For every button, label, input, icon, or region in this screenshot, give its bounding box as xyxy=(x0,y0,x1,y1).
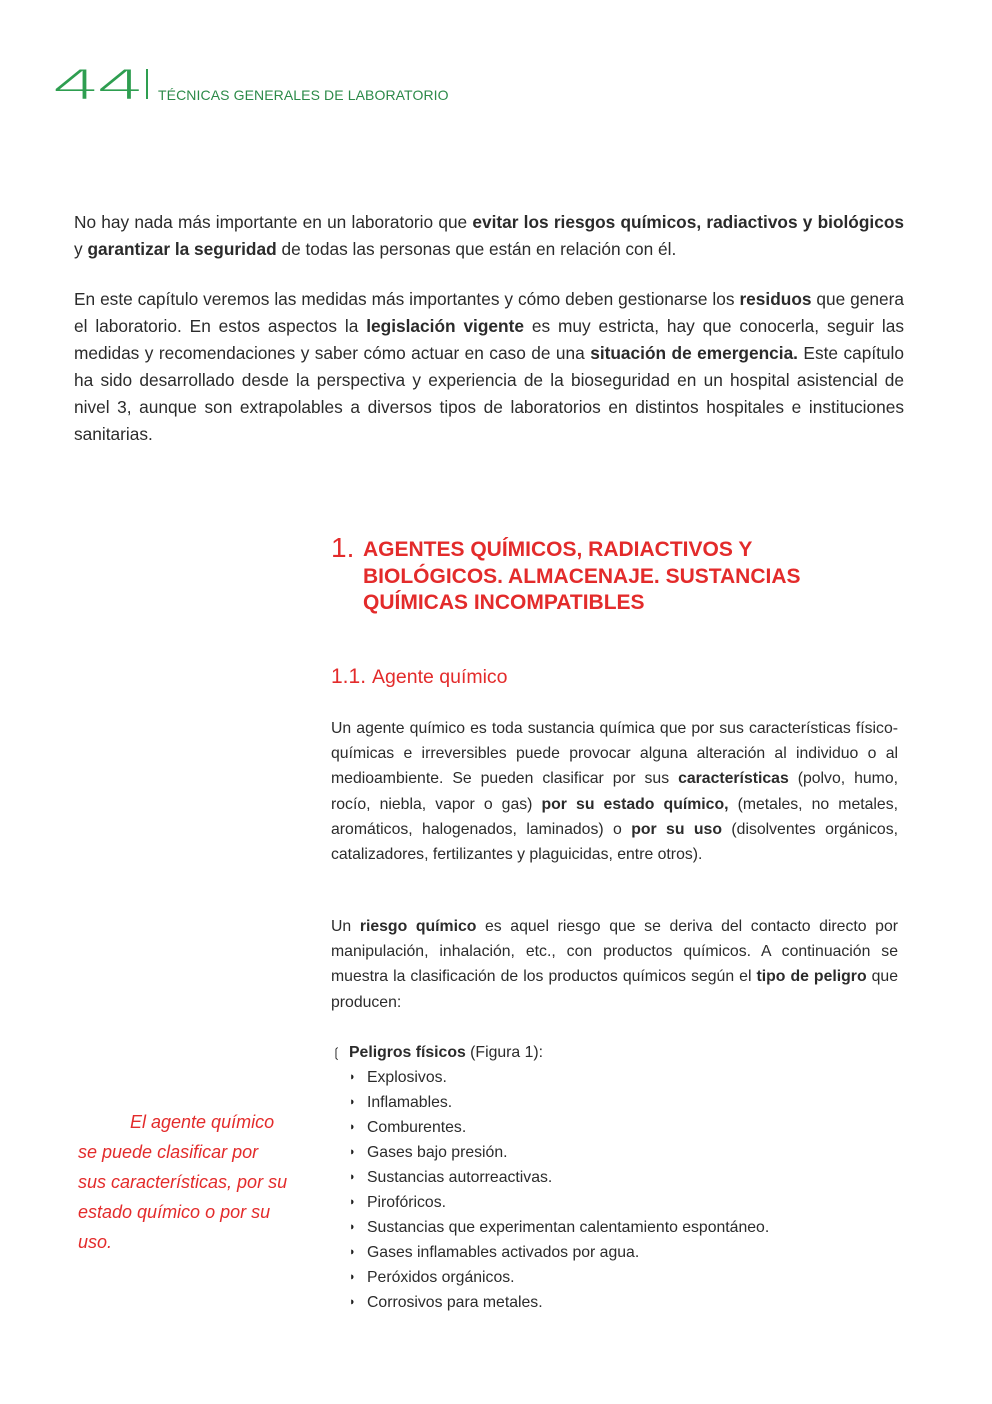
bullet-icon: ◗ xyxy=(349,1171,356,1183)
bold-run: por su uso xyxy=(631,820,722,838)
subsection-number: 1.1. xyxy=(331,665,367,688)
bullet-icon: ◗ xyxy=(349,1096,356,1108)
list-item-text: Gases inflamables activados por agua. xyxy=(367,1244,640,1261)
bold-run: por su estado químico, xyxy=(541,795,729,813)
text-run: Este capítulo ha sido desarrollado desde la perspectiva y experiencia de la bioseguridad en un hospital asistencial de nivel 3, aunque son extrapolables a diversos tipos de laboratorios en distintos hospitales e instituciones sanitarias. xyxy=(74,343,904,444)
intro-paragraph-2 xyxy=(74,286,904,448)
bullet-icon: ◗ xyxy=(349,1071,356,1083)
list-item-text: Explosivos. xyxy=(367,1069,447,1086)
bullet-icon: ◗ xyxy=(349,1246,356,1258)
list-item xyxy=(331,1240,911,1265)
intro-paragraph-1 xyxy=(74,209,904,263)
section-number: 1. xyxy=(331,532,355,563)
text-run: Un agente químico es toda sustancia química que por sus características físico-químicas e irreversibles puede provocar alguna alteración al individuo o al medioambiente. Se pueden clasificar por sus xyxy=(331,720,898,788)
bold-run: garantizar la seguridad xyxy=(87,239,277,259)
bold-run: tipo de peligro xyxy=(756,968,867,986)
bullet-icon: ◗ xyxy=(349,1121,356,1133)
list-item-text: Sustancias autorreactivas. xyxy=(367,1169,553,1186)
list-item-text: Peróxidos orgánicos. xyxy=(367,1269,515,1286)
text-run: de todas las personas que están en relación con él. xyxy=(276,239,677,259)
bold-run: Peligros físicos xyxy=(349,1044,466,1061)
list-item-main xyxy=(331,1040,911,1065)
bold-run: características xyxy=(678,770,789,788)
bold-run: residuos xyxy=(739,289,812,309)
list-item xyxy=(331,1215,911,1240)
physical-hazards-list xyxy=(331,1040,911,1315)
margin-note: El agente químico se puede clasificar por sus características, por su estado químico o por su uso. xyxy=(78,1112,288,1252)
text-run: (Figura 1): xyxy=(465,1044,544,1061)
text-run: (metales, no metales, aromáticos, halogenados, laminados) o xyxy=(331,795,898,838)
list-item xyxy=(331,1265,911,1290)
bold-run: riesgo químico xyxy=(359,918,477,935)
bold-run: legislación vigente xyxy=(366,316,524,336)
subsection-heading-1-1 xyxy=(331,665,508,689)
body-paragraph-1 xyxy=(331,716,898,867)
list-item-main-text xyxy=(349,1040,543,1065)
text-run: es muy estricta, hay que conocerla, seguir las medidas y recomendaciones y saber cómo actuar en caso de una xyxy=(74,316,904,363)
text-run: No hay nada más importante en un laboratorio que xyxy=(74,212,473,232)
body-paragraph-2 xyxy=(331,914,898,1015)
bullet-icon: ◗ xyxy=(349,1296,356,1308)
list-item xyxy=(331,1165,911,1190)
text-run: que genera el laboratorio. En estos aspectos la xyxy=(74,289,904,336)
text-run: que producen: xyxy=(331,968,898,1011)
bold-run: situación de emergencia. xyxy=(590,343,798,363)
list-item-text: Pirofóricos. xyxy=(367,1194,447,1211)
list-item-text: Inflamables. xyxy=(367,1094,453,1111)
text-run: (polvo, humo, rocío, niebla, vapor o gas) xyxy=(331,770,898,813)
sub-list xyxy=(331,1065,911,1315)
list-item-text: Sustancias que experimentan calentamiento espontáneo. xyxy=(367,1219,770,1236)
list-item xyxy=(331,1190,911,1215)
list-item xyxy=(331,1115,911,1140)
list-item xyxy=(331,1090,911,1115)
bullet-icon: ◗ xyxy=(349,1271,356,1283)
list-item xyxy=(331,1065,911,1090)
header-divider xyxy=(146,69,148,99)
subsection-title: Agente químico xyxy=(372,666,508,688)
running-header-title: TÉCNICAS GENERALES DE LABORATORIO xyxy=(158,87,449,103)
bullet-icon: ❲ xyxy=(331,1045,342,1060)
list-item xyxy=(331,1290,911,1315)
text-run: y xyxy=(74,239,88,259)
bullet-icon: ◗ xyxy=(349,1221,356,1233)
list-item-text: Comburentes. xyxy=(367,1119,467,1136)
list-item-text: Gases bajo presión. xyxy=(367,1144,508,1161)
list-item-text: Corrosivos para metales. xyxy=(367,1294,543,1311)
section-title: AGENTES QUÍMICOS, RADIACTIVOS Y BIOLÓGICOS. ALMACENAJE. SUSTANCIAS QUÍMICAS INCOMPATIBLES xyxy=(363,538,801,614)
text-run: Un xyxy=(331,918,360,935)
bullet-icon: ◗ xyxy=(349,1146,356,1158)
text-run: es aquel riesgo que se deriva del contacto directo por manipulación, inhalación, etc., con productos químicos. A continuación se muestra la clasificación de los productos químicos según el xyxy=(331,918,898,986)
page-number: 44 xyxy=(52,63,142,109)
bold-run: evitar los riesgos químicos, radiactivos y biológicos xyxy=(472,212,904,232)
bullet-icon: ◗ xyxy=(349,1196,356,1208)
list-item xyxy=(331,1140,911,1165)
text-run: (disolventes orgánicos, catalizadores, fertilizantes y plaguicidas, entre otros). xyxy=(331,820,898,864)
text-run: En este capítulo veremos las medidas más importantes y cómo deben gestionarse los xyxy=(74,289,740,309)
